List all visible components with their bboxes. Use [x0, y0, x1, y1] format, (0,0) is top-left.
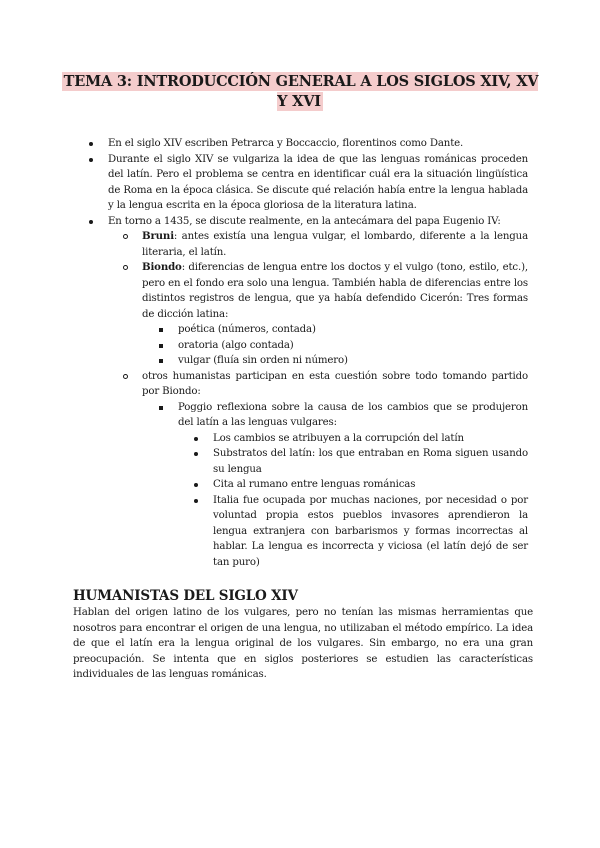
bullet-icon: [89, 158, 93, 162]
poggio-list: [178, 400, 528, 571]
otros-text: otros humanistas participan en esta cuestión sobre todo tomando partido por Biondo:: [142, 370, 528, 397]
list-item: [213, 446, 528, 477]
title-highlight: TEMA 3: INTRODUCCIÓN GENERAL A LOS SIGLOS XIV, XV Y XVI: [63, 73, 539, 110]
list-item: [108, 152, 528, 214]
list-item: [213, 431, 528, 447]
circle-bullet-icon: [123, 234, 128, 239]
list-item: [213, 477, 528, 493]
biondo-text: : diferencias de lengua entre los doctos y el vulgo (tono, estilo, etc.), pero en el fondo era solo una lengua. También habla de diferencias entre los distintos registros de lengua, que ya había defendido Cicerón: Tres formas de dicción latina:: [142, 262, 528, 320]
main-bullet-list: [108, 136, 528, 570]
diccion-text: oratoria (algo contada): [178, 339, 294, 351]
list-item: [178, 353, 528, 369]
section-heading: HUMANISTAS DEL SIGLO XIV: [73, 588, 298, 604]
bullet-text: En el siglo XIV escriben Petrarca y Boccaccio, florentinos como Dante.: [108, 138, 464, 149]
square-bullet-icon: [159, 328, 163, 332]
diccion-text: poética (números, contada): [178, 324, 316, 335]
bullet-icon: [89, 142, 93, 146]
biondo-name: Biondo: [142, 261, 182, 273]
list-item: [108, 214, 528, 571]
causas-list: [213, 431, 528, 571]
bullet-icon: [194, 437, 198, 441]
list-item-otros: [142, 369, 528, 571]
causa-text: Los cambios se atribuyen a la corrupción del latín: [213, 432, 464, 444]
list-item: [213, 493, 528, 571]
list-item: [178, 322, 528, 338]
sub-list: [142, 229, 528, 570]
list-item: [178, 338, 528, 354]
circle-bullet-icon: [123, 374, 128, 379]
bruni-text: : antes existía una lengua vulgar, el lombardo, diferente a la lengua literaria, el latín.: [142, 231, 528, 258]
bullet-text: Durante el siglo XIV se vulgariza la idea de que las lenguas románicas proceden del latín. Pero el problema se centra en identificar cuál era la situación lingüística de Roma en la época clásica. Se discute qué relación había entre la lengua hablada y la lengua escrita en la época gloriosa de la literatura latina.: [108, 153, 528, 211]
list-item-bruni: [142, 229, 528, 260]
bullet-icon: [194, 483, 198, 487]
bullet-icon: [194, 452, 198, 456]
square-bullet-icon: [159, 359, 163, 363]
bullet-icon: [194, 499, 198, 503]
causa-text: Substratos del latín: los que entraban en Roma siguen usando su lengua: [213, 448, 528, 475]
section-paragraph: Hablan del origen latino de los vulgares, pero no tenían las mismas herramientas que nosotros para encontrar el origen de una lengua, no utilizaban el método empírico. La idea de que el latín era la lengua original de los vulgares. Sin embargo, no era una gran preocupación. Se intenta que en siglos posteriores se estudien las características individuales de las lenguas románicas.: [73, 607, 533, 680]
bruni-name: Bruni: [142, 230, 174, 242]
page-title: [60, 72, 540, 112]
causa-text: Italia fue ocupada por muchas naciones, por necesidad o por voluntad propia estos pueblos invasores aprendieron la lengua extranjera con barbarismos y formas incorrectas al hablar. La lengua es incorrecta y viciosa (el latín dejó de ser tan puro): [213, 494, 528, 568]
bullet-icon: [89, 220, 93, 224]
circle-bullet-icon: [123, 265, 128, 270]
causa-text: Cita al rumano entre lenguas románicas: [213, 479, 416, 490]
square-bullet-icon: [159, 344, 163, 348]
square-bullet-icon: [159, 406, 163, 410]
bullet-text: En torno a 1435, se discute realmente, en la antecámara del papa Eugenio IV:: [108, 215, 501, 227]
list-item-biondo: [142, 260, 528, 369]
diccion-list: [178, 322, 528, 369]
list-item: [108, 136, 528, 152]
diccion-text: vulgar (fluía sin orden ni número): [178, 355, 348, 366]
list-item-poggio: [178, 400, 528, 571]
poggio-text: Poggio reflexiona sobre la causa de los cambios que se produjeron del latín a las lenguas vulgares:: [178, 401, 528, 428]
